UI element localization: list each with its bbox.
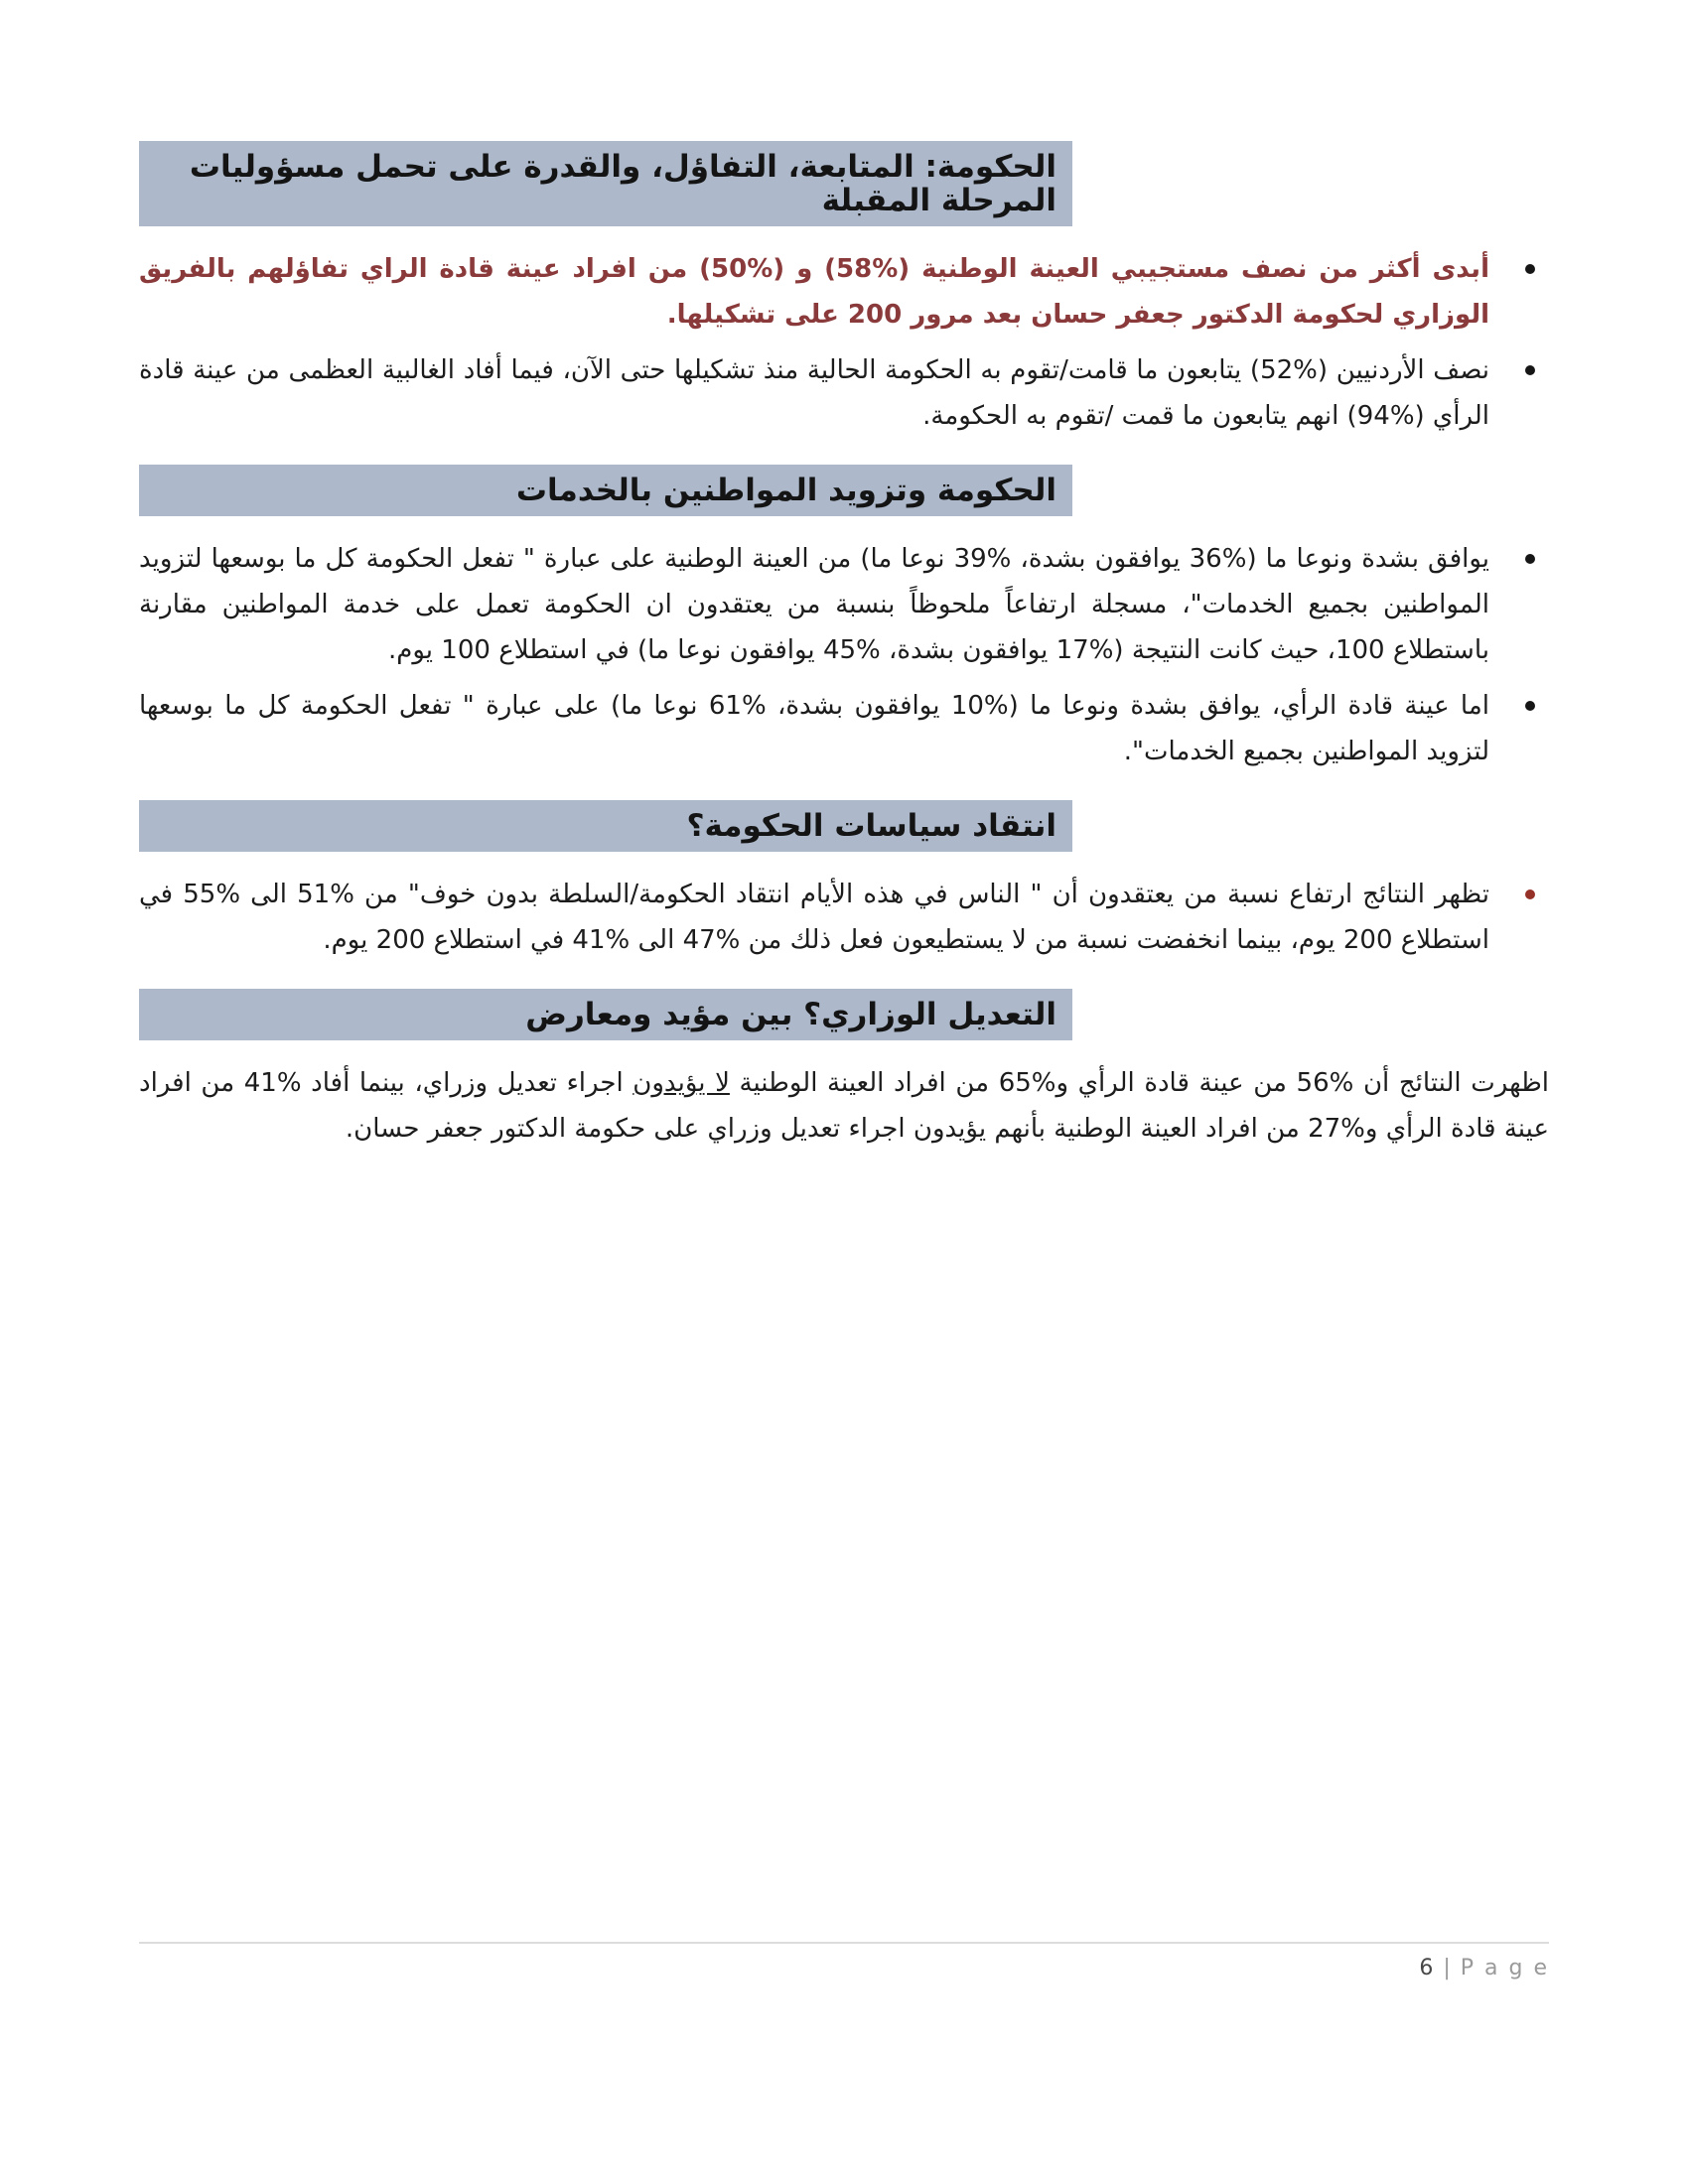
- page-number: 6: [1419, 1956, 1434, 1980]
- bullet-marker: [1525, 365, 1535, 375]
- bullet-item: [139, 246, 1549, 338]
- section-government-services: [139, 465, 1549, 774]
- section-government-followup-optimism: [139, 141, 1549, 439]
- footer-separator: |: [1443, 1956, 1451, 1980]
- bullet-marker: [1525, 889, 1535, 899]
- bullet-marker: [1525, 701, 1535, 711]
- bullet-text: نصف الأردنيين (%52) يتابعون ما قامت/تقوم به الحكومة الحالية منذ تشكيلها حتى الآن، فيما أفاد الغالبية العظمى من عينة قادة الرأي (%94) انهم يتابعون ما قمت /تقوم به الحكومة.: [139, 355, 1489, 431]
- bullet-item: [139, 872, 1549, 963]
- page-label: P a g e: [1460, 1956, 1549, 1980]
- footer-text: [139, 1956, 1549, 1980]
- paragraph-text-before: اظهرت النتائج أن %56 من عينة قادة الرأي و%65 من افراد العينة الوطنية: [729, 1068, 1549, 1098]
- bullet-item: [139, 683, 1549, 774]
- underlined-phrase: لا يؤيدون: [633, 1068, 730, 1098]
- bullet-text: اما عينة قادة الرأي، يوافق بشدة ونوعا ما (%10 يوافقون بشدة، %61 نوعا ما) على عبارة " تفعل الحكومة كل ما بوسعها لتزويد المواطنين بجميع الخدمات".: [139, 691, 1490, 766]
- section-title: انتقاد سياسات الحكومة؟: [139, 800, 1072, 852]
- bullet-item: [139, 347, 1549, 439]
- section-criticism-of-policies: [139, 800, 1549, 963]
- document-content: [139, 141, 1549, 1177]
- paragraph-text-after: اجراء تعديل وزراي، بينما أفاد %41 من افراد عينة قادة الرأي و%27 من افراد العينة الوطنية بأنهم يؤيدون اجراء تعديل وزراي على حكومة الدكتور جعفر حسان.: [139, 1068, 1549, 1144]
- bullet-text: تظهر النتائج ارتفاع نسبة من يعتقدون أن " الناس في هذه الأيام انتقاد الحكومة/السلطة بدون خوف" من %51 الى %55 في استطلاع 200 يوم، بينما انخفضت نسبة من لا يستطيعون فعل ذلك من %47 الى %41 في استطلاع 200 يوم.: [139, 880, 1489, 955]
- section-title: التعديل الوزاري؟ بين مؤيد ومعارض: [139, 989, 1072, 1040]
- bullet-marker: [1525, 554, 1535, 564]
- bullet-marker: [1525, 264, 1535, 274]
- bullet-text: يوافق بشدة ونوعا ما (%36 يوافقون بشدة، %39 نوعا ما) من العينة الوطنية على عبارة " تفعل الحكومة كل ما بوسعها لتزويد المواطنين بجميع الخدمات"، مسجلة ارتفاعاً ملحوظاً بنسبة من يعتقدون ان الحكومة تعمل على خدمة المواطنين مقارنة باستطلاع 100، حيث كانت النتيجة (%17 يوافقون بشدة، %45 يوافقون نوعا ما) في استطلاع 100 يوم.: [139, 544, 1490, 665]
- page-footer: [139, 1942, 1549, 1980]
- section-title: الحكومة: المتابعة، التفاؤل، والقدرة على تحمل مسؤوليات المرحلة المقبلة: [139, 141, 1072, 226]
- bullet-text: أبدى أكثر من نصف مستجيبي العينة الوطنية (%58) و (%50) من افراد عينة قادة الراي تفاؤلهم بالفريق الوزاري لحكومة الدكتور جعفر حسان بعد مرور 200 على تشكيلها.: [139, 254, 1489, 330]
- footer-divider: [139, 1942, 1549, 1944]
- section-title: الحكومة وتزويد المواطنين بالخدمات: [139, 465, 1072, 516]
- section-cabinet-reshuffle: [139, 989, 1549, 1152]
- bullet-item: [139, 536, 1549, 673]
- cabinet-reshuffle-paragraph: [139, 1060, 1549, 1152]
